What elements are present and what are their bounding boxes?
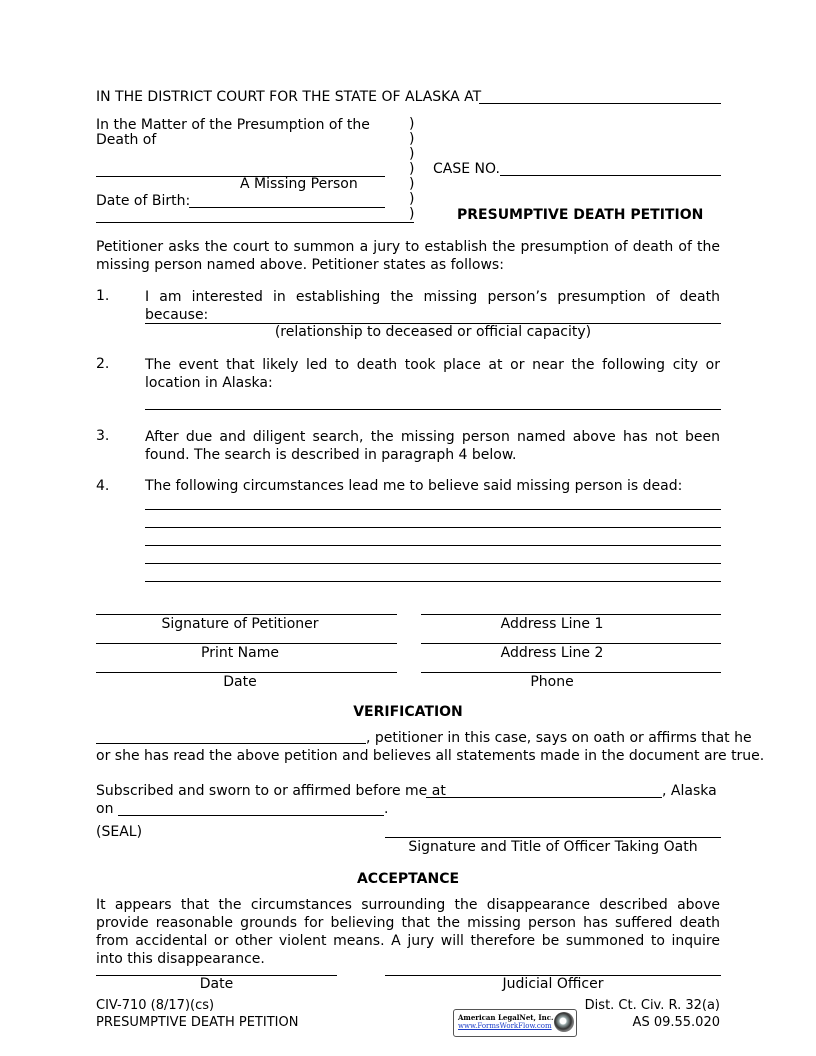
item-2-number: 2.	[96, 356, 110, 372]
globe-icon	[554, 1012, 574, 1032]
signature-label: Signature of Petitioner	[161, 616, 319, 632]
acceptance-heading: ACCEPTANCE	[356, 871, 460, 887]
print-name-label: Print Name	[201, 645, 279, 661]
officer-signature-line[interactable]	[385, 837, 721, 838]
acceptance-paragraph: It appears that the circumstances surrounding the disappearance described above provide reasonable grounds for believing that the missing person has suffered death from accidental or other violent means. A jury will therefore be summoned to inquire into this disappearance.	[96, 897, 720, 967]
court-rule: Dist. Ct. Civ. R. 32(a)	[584, 998, 720, 1013]
caption-parentheses: ) ) ) ) ) ) )	[409, 116, 415, 222]
logo-url[interactable]: www.FormsWorkFlow.com	[458, 1022, 552, 1030]
item-2-line[interactable]	[145, 409, 721, 410]
item-3-text: After due and diligent search, the missing person named above has not been found. The search is described in paragraph 4 below.	[145, 429, 720, 463]
verification-heading: VERIFICATION	[353, 704, 463, 720]
missing-person-label: A Missing Person	[240, 176, 358, 192]
address-2-label: Address Line 2	[500, 645, 604, 661]
case-no-line[interactable]	[500, 175, 721, 176]
item-3-number: 3.	[96, 428, 110, 444]
judicial-officer-label: Judicial Officer	[502, 976, 604, 992]
print-name-line[interactable]	[96, 643, 397, 644]
acceptance-date-label: Date	[199, 976, 234, 992]
dob-label: Date of Birth:	[96, 193, 191, 209]
petitioner-name-line[interactable]	[96, 743, 366, 744]
date-line[interactable]	[96, 672, 397, 673]
date-label: Date	[223, 674, 257, 690]
item-4-line-1[interactable]	[145, 509, 721, 510]
court-location-line[interactable]	[479, 103, 721, 104]
item-1-text: I am interested in establishing the missing person’s presumption of death because:	[145, 289, 720, 323]
case-no-label: CASE NO.	[433, 161, 500, 177]
form-title-footer: PRESUMPTIVE DEATH PETITION	[96, 1015, 299, 1030]
item-1-number: 1.	[96, 288, 110, 304]
phone-label: Phone	[530, 674, 574, 690]
dob-line[interactable]	[189, 207, 385, 208]
period-text: .	[384, 801, 389, 817]
verification-line-2: or she has read the above petition and believes all statements made in the document are true.	[96, 748, 765, 764]
item-4-line-3[interactable]	[145, 545, 721, 546]
document-title: PRESUMPTIVE DEATH PETITION	[457, 207, 704, 223]
verification-line-1: , petitioner in this case, says on oath or affirms that he	[366, 730, 752, 746]
item-4-line-5[interactable]	[145, 581, 721, 582]
item-4-line-2[interactable]	[145, 527, 721, 528]
caption-bottom-line	[96, 222, 414, 223]
statute: AS 09.55.020	[632, 1015, 720, 1030]
item-4-text: The following circumstances lead me to believe said missing person is dead:	[145, 478, 683, 494]
on-text: on	[96, 801, 114, 817]
item-1-caption: (relationship to deceased or official capacity)	[274, 324, 592, 340]
signature-line[interactable]	[96, 614, 397, 615]
alaska-text: , Alaska	[662, 783, 717, 799]
sworn-date-line[interactable]	[118, 815, 384, 816]
address-1-line[interactable]	[421, 614, 721, 615]
matter-line-2: Death of	[96, 132, 157, 148]
seal-label: (SEAL)	[96, 824, 143, 840]
logo-company: American LegalNet, Inc.	[458, 1013, 554, 1022]
sworn-location-line[interactable]	[426, 797, 662, 798]
officer-label: Signature and Title of Officer Taking Oath	[408, 839, 698, 855]
item-4-number: 4.	[96, 478, 110, 494]
publisher-logo[interactable]	[453, 1009, 577, 1037]
matter-line-1: In the Matter of the Presumption of the	[96, 117, 370, 133]
item-4-line-4[interactable]	[145, 563, 721, 564]
item-2-text: The event that likely led to death took place at or near the following city or location in Alaska:	[145, 357, 720, 391]
phone-line[interactable]	[421, 672, 721, 673]
address-1-label: Address Line 1	[500, 616, 604, 632]
form-number: CIV-710 (8/17)(cs)	[96, 998, 215, 1013]
court-title: IN THE DISTRICT COURT FOR THE STATE OF ALASKA AT	[96, 89, 482, 105]
intro-paragraph: Petitioner asks the court to summon a jury to establish the presumption of death of the missing person named above. Petitioner states as follows:	[96, 239, 720, 273]
sworn-text: Subscribed and sworn to or affirmed before me at	[96, 783, 446, 799]
address-2-line[interactable]	[421, 643, 721, 644]
